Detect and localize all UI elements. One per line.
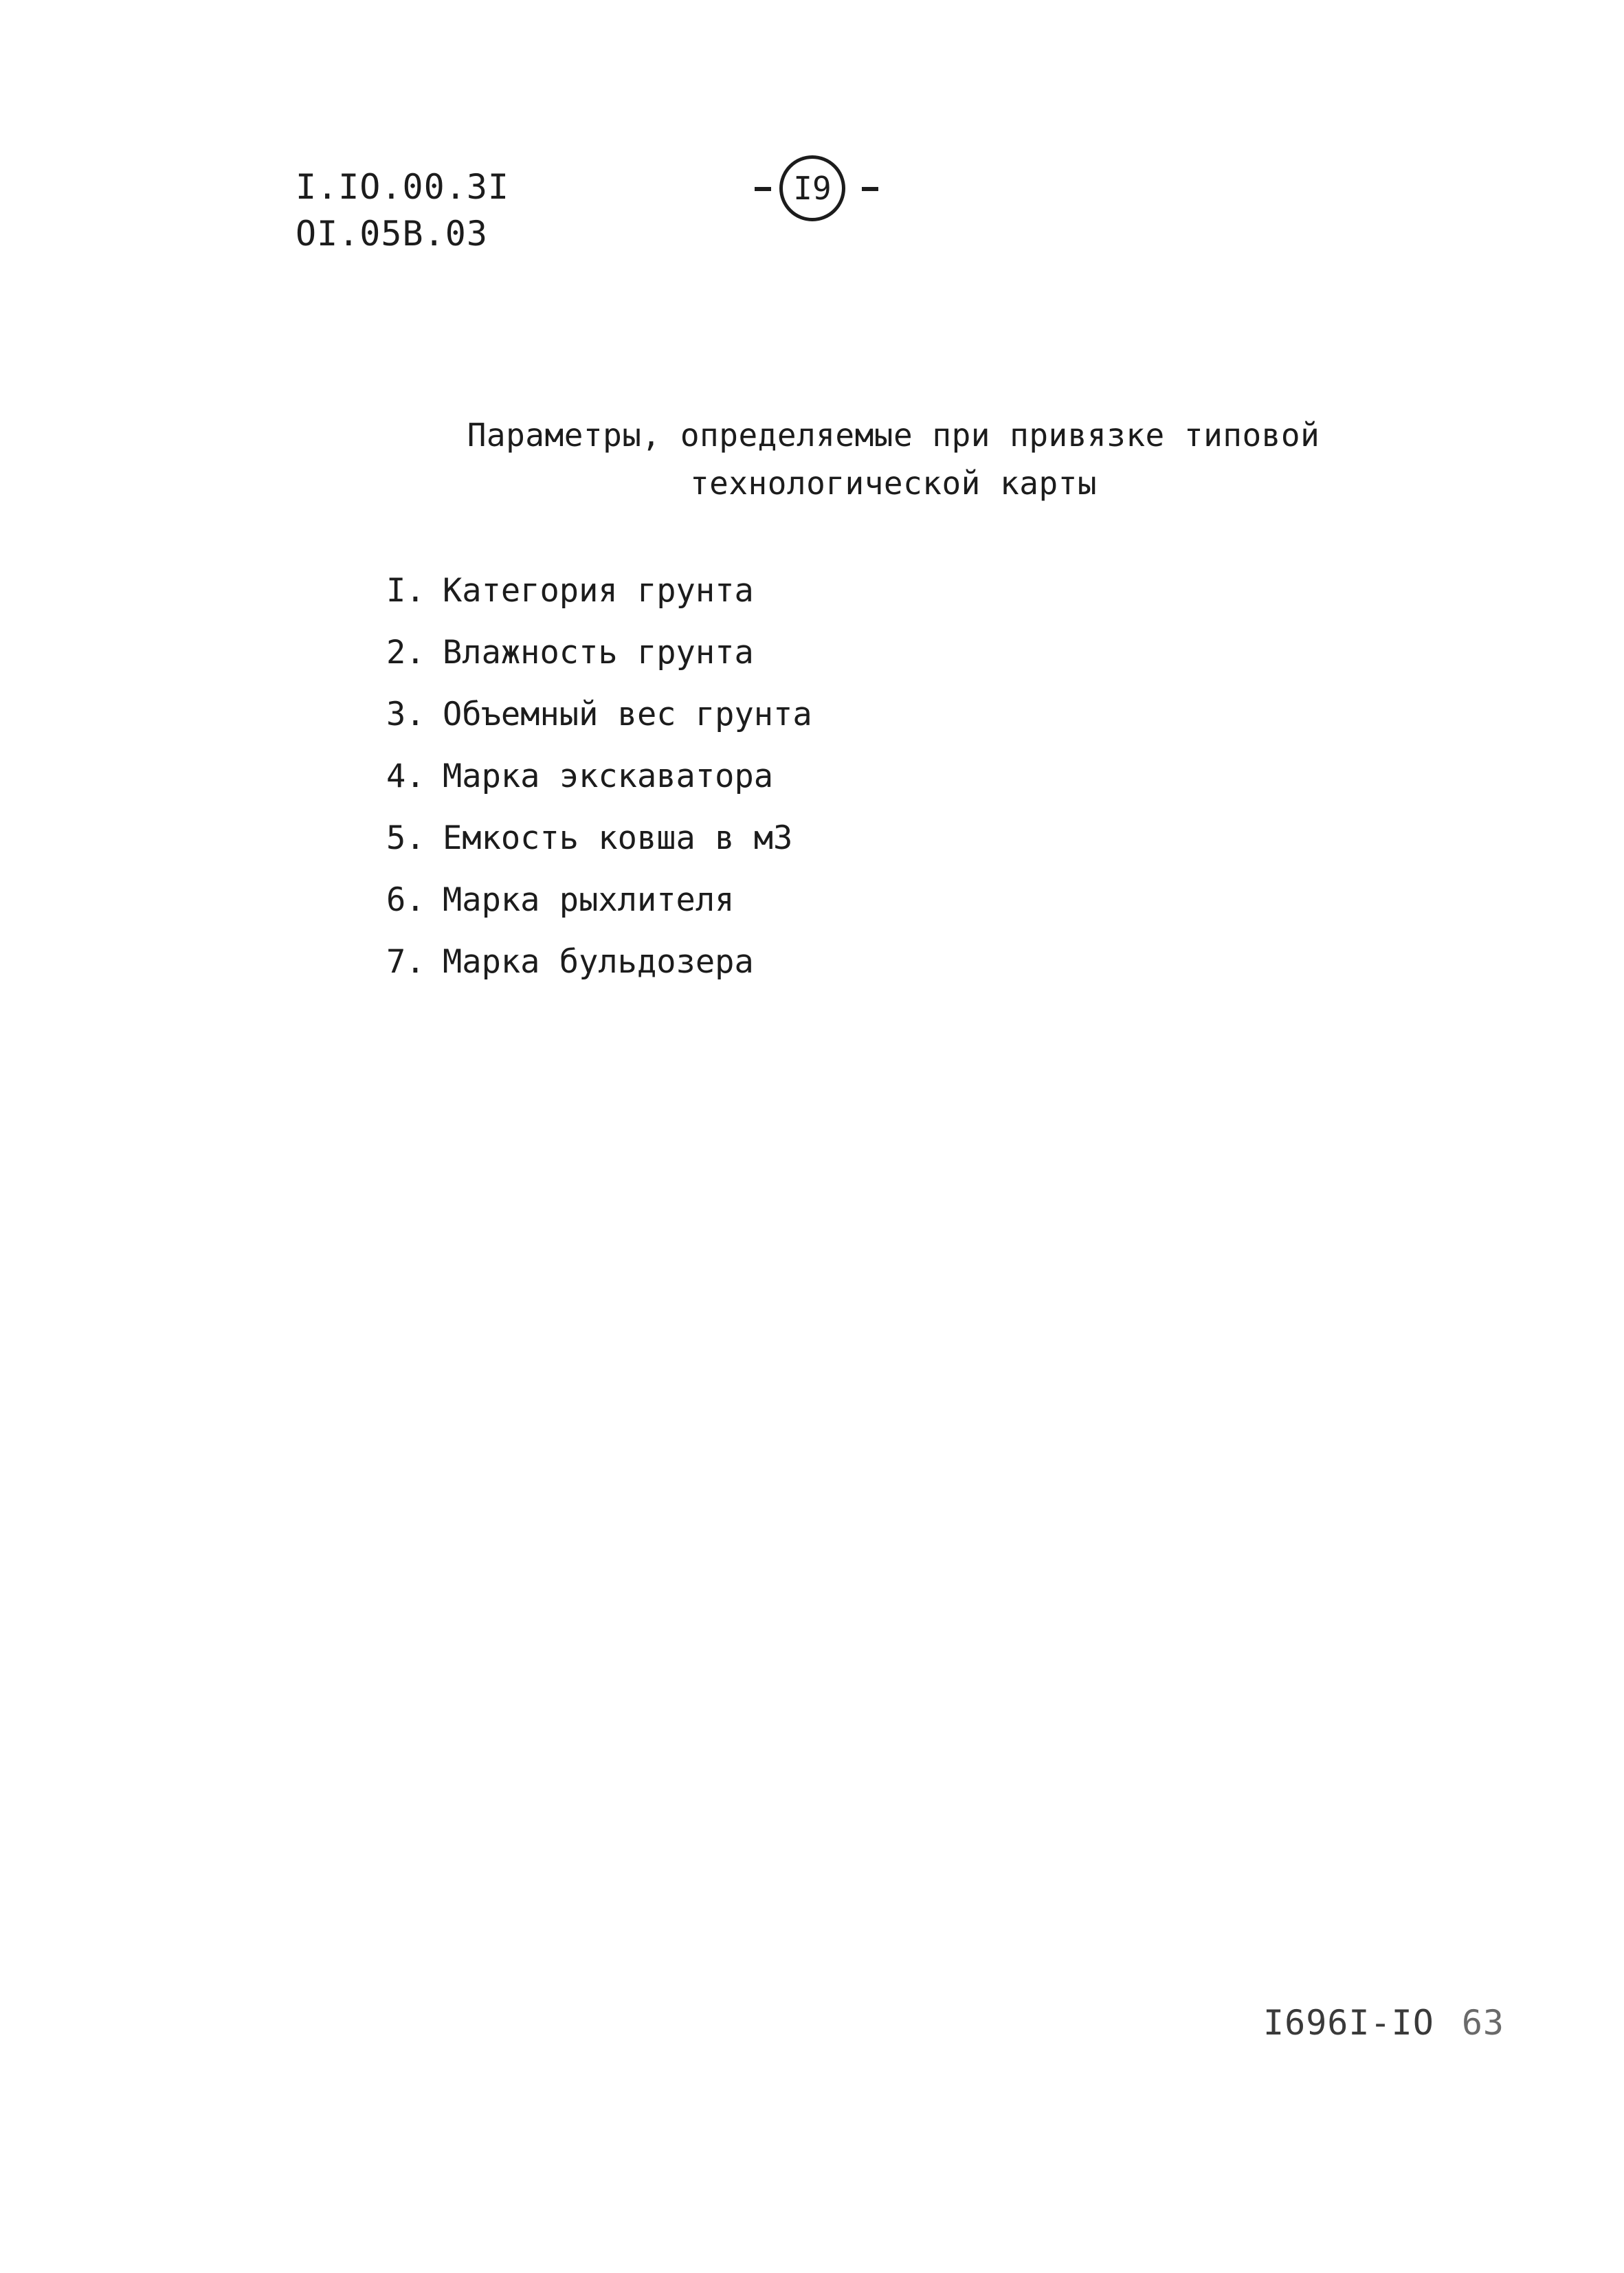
list-item-text: Марка рыхлителя bbox=[443, 881, 735, 919]
document-codes bbox=[296, 164, 509, 257]
document-code-line2: OI.05B.03 bbox=[296, 214, 488, 254]
page-title bbox=[385, 411, 1402, 507]
list-item-text: Объемный вес грунта bbox=[443, 696, 812, 733]
title-line1: Параметры, определяемые при привязке типовой bbox=[467, 417, 1320, 454]
list-item-number: 2. bbox=[386, 634, 425, 672]
document-code-line1: I.IO.00.3I bbox=[296, 167, 510, 207]
list-item bbox=[386, 818, 812, 880]
list-item-number: 5. bbox=[386, 819, 425, 857]
footer-code bbox=[1263, 2003, 1504, 2043]
page-number-mark bbox=[755, 153, 878, 228]
list-item bbox=[386, 880, 812, 942]
list-item-text: Марка бульдозера bbox=[443, 943, 754, 981]
list-item-text: Влажность грунта bbox=[443, 634, 754, 672]
list-item bbox=[386, 632, 812, 694]
dash-left bbox=[755, 187, 771, 191]
list-item-number: 4. bbox=[386, 757, 425, 795]
list-item-text: Категория грунта bbox=[443, 572, 754, 610]
list-item-text: Емкость ковша в м3 bbox=[443, 819, 793, 857]
list-item-number: I. bbox=[386, 572, 425, 610]
list-item-number: 3. bbox=[386, 696, 425, 733]
list-item bbox=[386, 942, 812, 1004]
list-item-number: 7. bbox=[386, 943, 425, 981]
dash-right bbox=[862, 187, 878, 191]
page-number-circle bbox=[779, 155, 845, 221]
list-item bbox=[386, 570, 812, 632]
footer-document-code: I696I-IO bbox=[1263, 2003, 1434, 2043]
parameters-list bbox=[386, 570, 812, 1004]
list-item bbox=[386, 756, 812, 818]
list-item-number: 6. bbox=[386, 881, 425, 919]
footer-sheet-number: 63 bbox=[1461, 2003, 1505, 2043]
page-number: I9 bbox=[793, 170, 832, 207]
list-item-text: Марка экскаватора bbox=[443, 757, 774, 795]
list-item bbox=[386, 694, 812, 756]
title-line2: технологической карты bbox=[689, 465, 1098, 502]
